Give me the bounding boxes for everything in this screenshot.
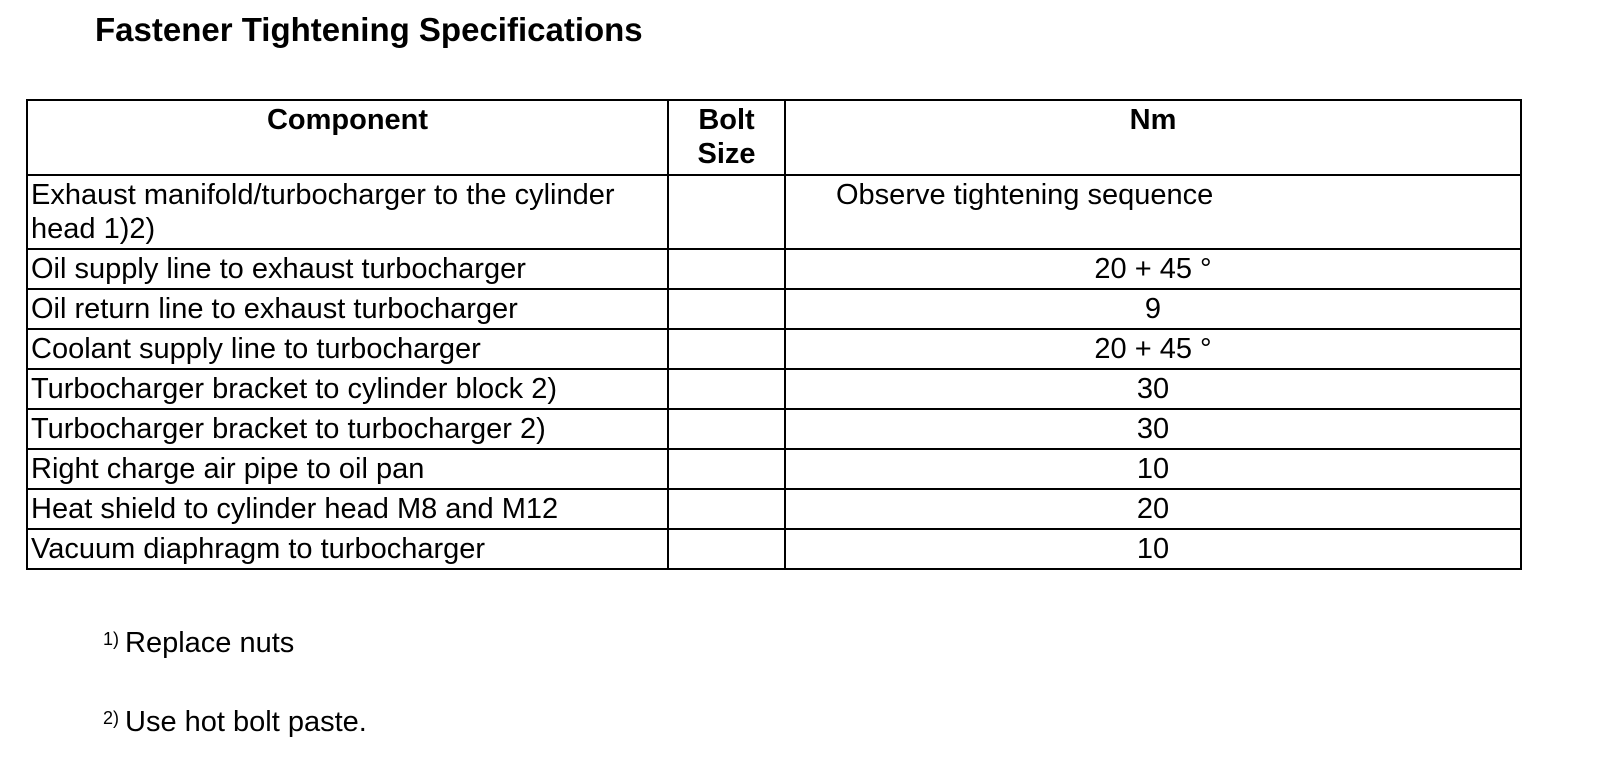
table-row — [27, 249, 1521, 289]
page-title: Fastener Tightening Specifications — [95, 11, 643, 48]
component-cell: Right charge air pipe to oil pan — [27, 449, 668, 489]
torque-cell: 30 — [785, 409, 1521, 449]
torque-cell: 10 — [785, 529, 1521, 569]
torque-cell: 9 — [785, 289, 1521, 329]
bolt-size-cell — [668, 289, 785, 329]
footnote-1 — [103, 626, 294, 660]
component-cell: Vacuum diaphragm to turbocharger — [27, 529, 668, 569]
torque-cell: 20 + 45 ° — [785, 249, 1521, 289]
bolt-size-cell — [668, 529, 785, 569]
column-header-bolt-size: Bolt Size — [668, 100, 785, 175]
torque-cell: 30 — [785, 369, 1521, 409]
footnote-2 — [103, 705, 367, 739]
bolt-size-cell — [668, 369, 785, 409]
torque-cell: Observe tightening sequence — [785, 175, 1521, 249]
table-row — [27, 489, 1521, 529]
table-row — [27, 329, 1521, 369]
table-row — [27, 175, 1521, 249]
table-row — [27, 369, 1521, 409]
table-row — [27, 449, 1521, 489]
component-cell: Heat shield to cylinder head M8 and M12 — [27, 489, 668, 529]
component-cell: Turbocharger bracket to turbocharger 2) — [27, 409, 668, 449]
table-header-row — [27, 100, 1521, 175]
bolt-size-cell — [668, 249, 785, 289]
component-cell: Oil return line to exhaust turbocharger — [27, 289, 668, 329]
bolt-size-cell — [668, 175, 785, 249]
footnote-marker: 1) — [103, 629, 120, 649]
component-cell: Exhaust manifold/turbocharger to the cylinder head 1)2) — [27, 175, 668, 249]
column-header-nm: Nm — [785, 100, 1521, 175]
bolt-size-cell — [668, 449, 785, 489]
component-cell: Coolant supply line to turbocharger — [27, 329, 668, 369]
component-cell: Oil supply line to exhaust turbocharger — [27, 249, 668, 289]
fastener-spec-table — [26, 99, 1522, 570]
table-row — [27, 289, 1521, 329]
footnote-text: Use hot bolt paste. — [125, 706, 367, 738]
table-row — [27, 409, 1521, 449]
torque-cell: 20 — [785, 489, 1521, 529]
footnote-text: Replace nuts — [125, 627, 295, 659]
torque-cell: 10 — [785, 449, 1521, 489]
table-row — [27, 529, 1521, 569]
footnote-marker: 2) — [103, 708, 120, 728]
component-cell: Turbocharger bracket to cylinder block 2) — [27, 369, 668, 409]
torque-cell: 20 + 45 ° — [785, 329, 1521, 369]
bolt-size-cell — [668, 409, 785, 449]
bolt-size-cell — [668, 329, 785, 369]
bolt-size-cell — [668, 489, 785, 529]
column-header-component: Component — [27, 100, 668, 175]
